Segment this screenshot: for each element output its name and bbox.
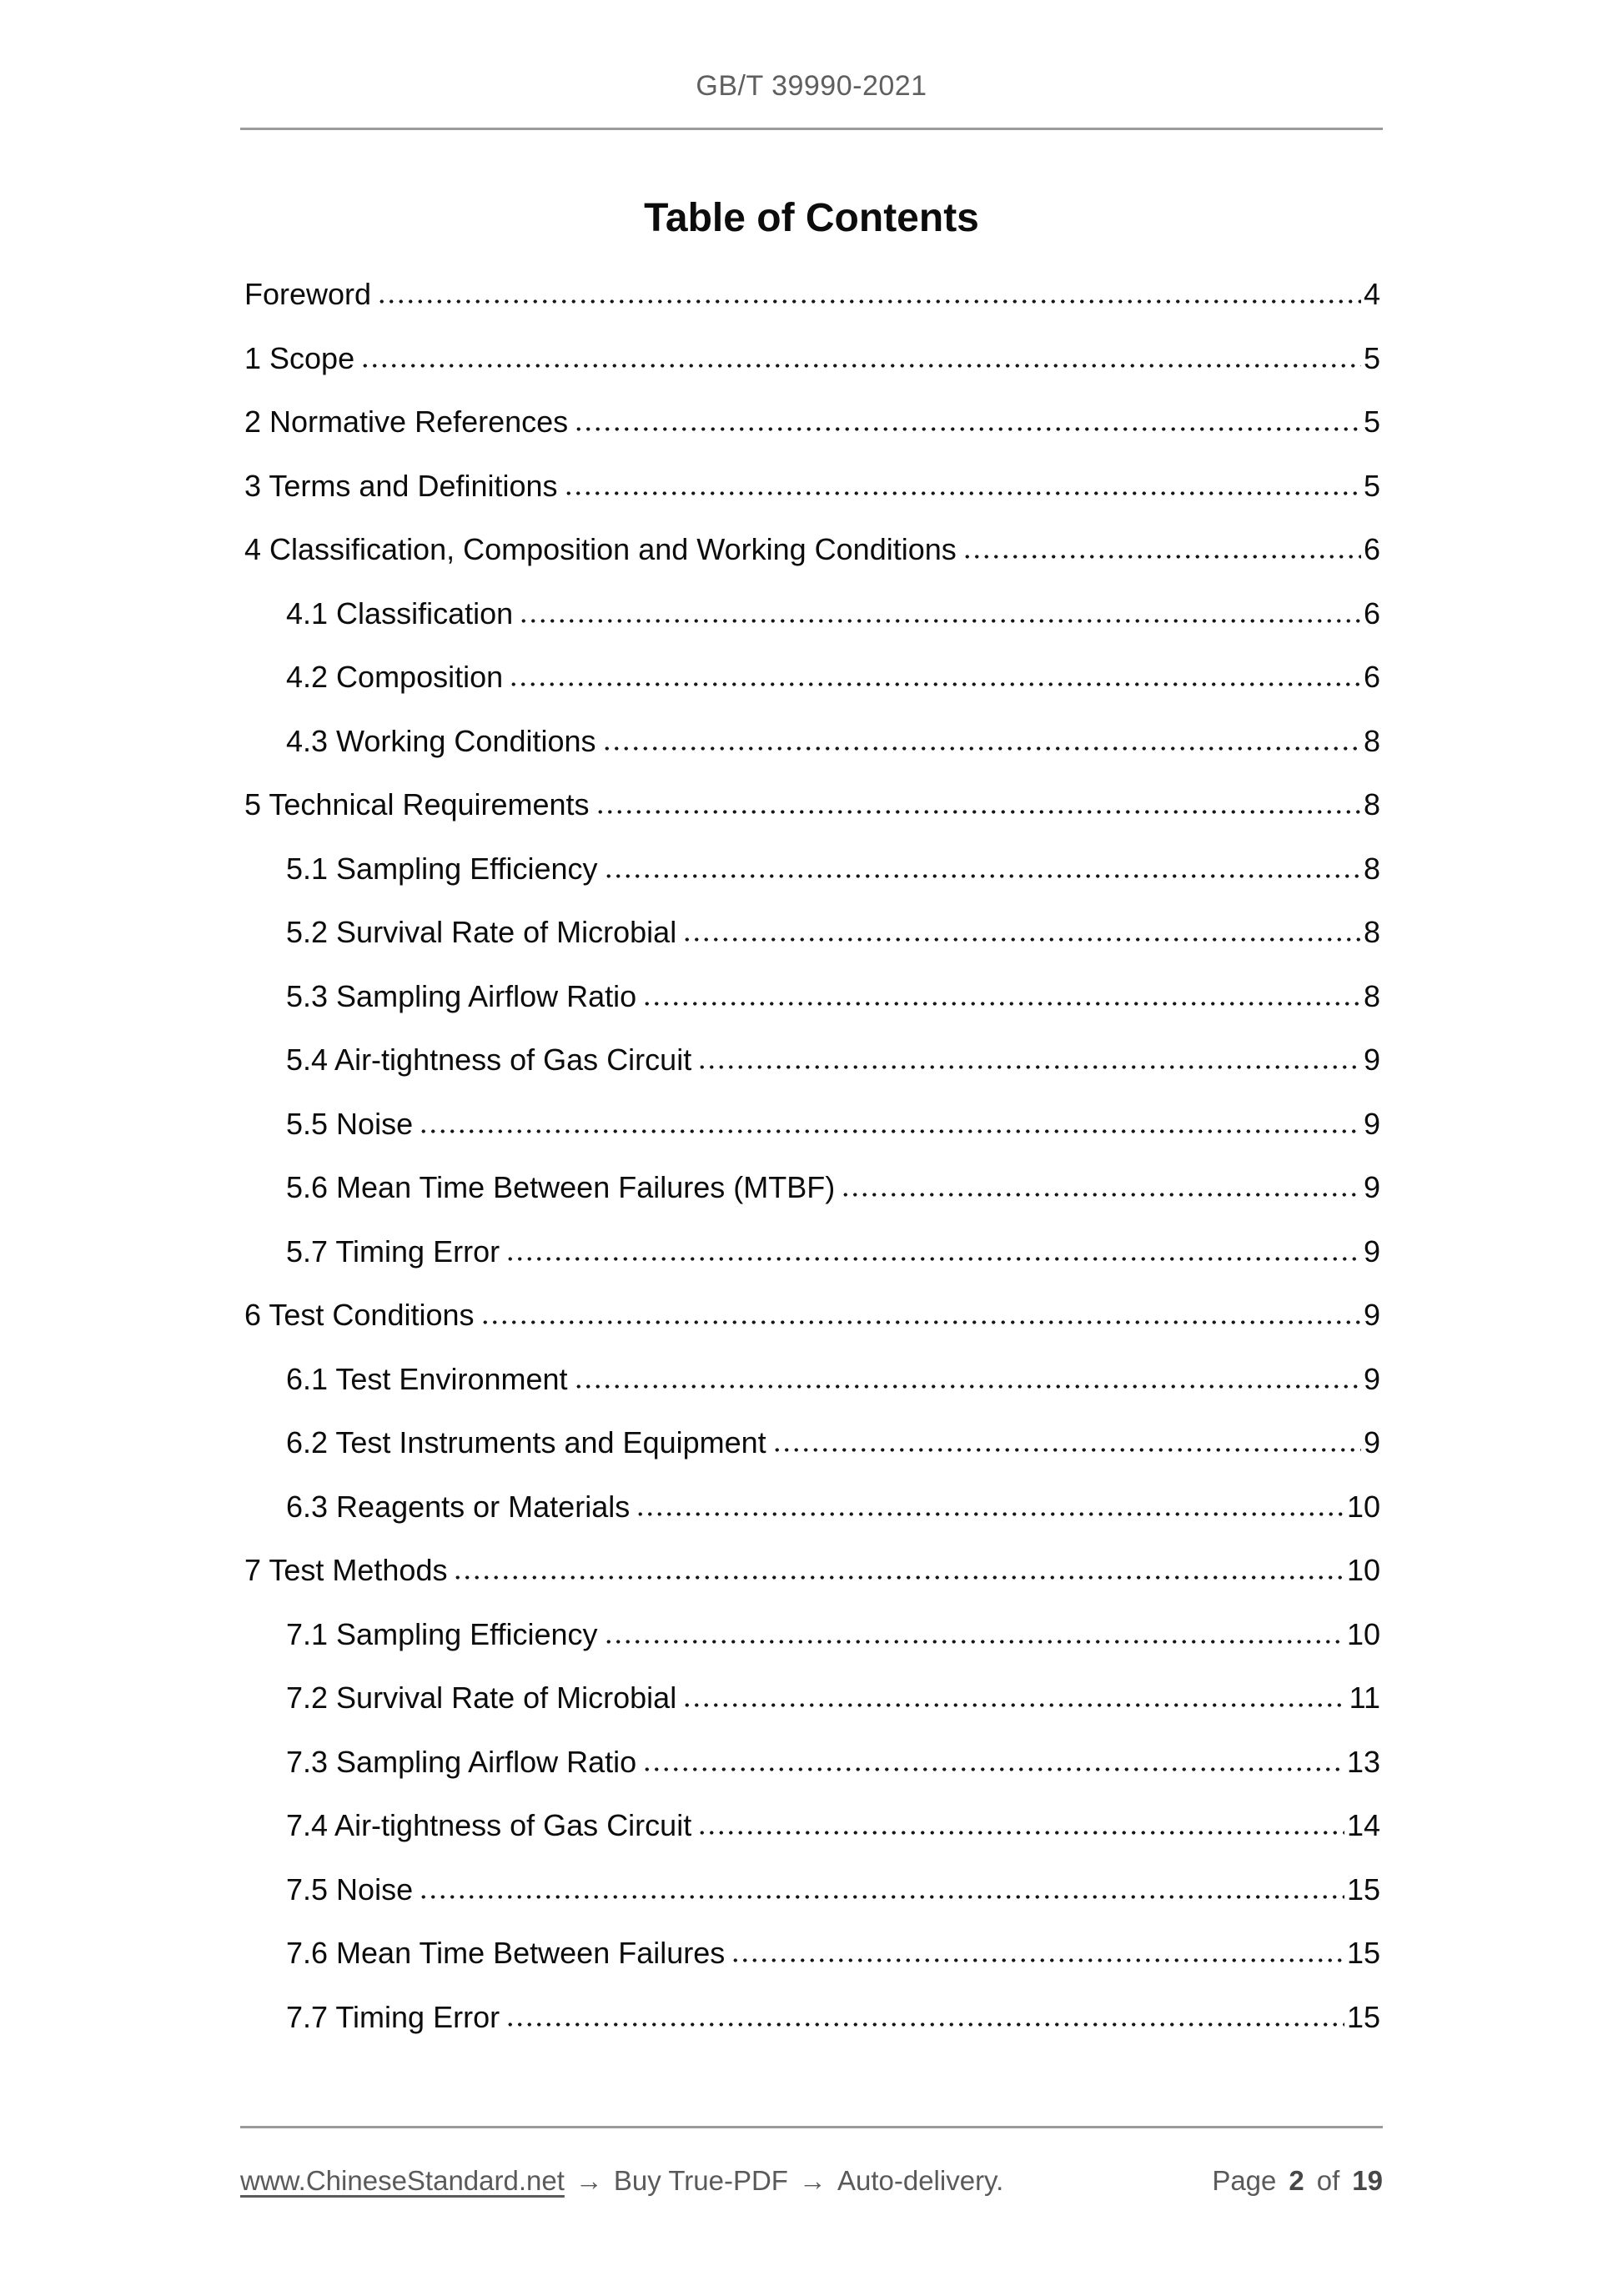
toc-entry <box>244 1731 1380 1795</box>
toc-entry-label: 7.5 Noise <box>286 1871 414 1907</box>
toc-entry-label: 5.1 Sampling Efficiency <box>286 851 598 886</box>
toc-entry <box>244 1922 1380 1986</box>
dot-leader <box>480 1319 1361 1325</box>
toc-entry-label: 5.5 Noise <box>286 1106 414 1141</box>
toc-entry-page: 8 <box>1363 978 1380 1013</box>
page-label: Page <box>1212 2165 1277 2196</box>
toc-entry-page: 11 <box>1349 1681 1380 1715</box>
toc-entry-label: 6.1 Test Environment <box>286 1361 568 1396</box>
arrow-right-icon: → <box>575 2165 603 2196</box>
toc-entry <box>244 518 1380 582</box>
dot-leader <box>419 1894 1344 1900</box>
toc-entry <box>244 1539 1380 1603</box>
toc-entry <box>244 327 1380 391</box>
toc-entry-page: 8 <box>1363 723 1380 758</box>
dot-leader <box>642 1766 1344 1772</box>
toc-entry-page: 5 <box>1363 340 1380 375</box>
toc-entry-label: 7.4 Air-tightness of Gas Circuit <box>286 1808 692 1842</box>
toc-entry-page: 15 <box>1346 1999 1380 2034</box>
toc-entry-label: 7.2 Survival Rate of Microbial <box>286 1681 677 1715</box>
dot-leader <box>509 681 1361 687</box>
toc-entry-label: 4 Classification, Composition and Working Conditions <box>244 532 957 566</box>
page-footer <box>240 2126 1383 2197</box>
toc-entry-label: 5.3 Sampling Airflow Ratio <box>286 978 637 1013</box>
toc-entry-label: 1 Scope <box>244 340 355 375</box>
page-title: Table of Contents <box>644 196 979 240</box>
toc-entry-label: 3 Terms and Definitions <box>244 468 558 503</box>
toc-entry <box>244 455 1380 519</box>
toc-entry-page: 9 <box>1363 1361 1380 1396</box>
toc-entry-label: 7.6 Mean Time Between Failures <box>286 1936 726 1970</box>
toc-entry-page: 9 <box>1363 1298 1380 1332</box>
toc-entry-label: 5.7 Timing Error <box>286 1233 500 1269</box>
toc-entry <box>244 263 1380 327</box>
toc-entry-label: 2 Normative References <box>244 404 569 439</box>
footer-buy-text: Buy True-PDF <box>613 2165 788 2196</box>
toc-entry <box>244 1794 1380 1858</box>
arrow-right-icon: → <box>798 2165 827 2196</box>
toc-entry-page: 13 <box>1346 1744 1380 1779</box>
toc-entry-label: 5.4 Air-tightness of Gas Circuit <box>286 1042 692 1077</box>
dot-leader <box>841 1192 1361 1198</box>
toc-entry-label: 6.3 Reagents or Materials <box>286 1489 631 1524</box>
dot-leader <box>682 937 1361 942</box>
toc-entry-label: 5.2 Survival Rate of Microbial <box>286 915 677 949</box>
toc-entry-page: 10 <box>1346 1489 1380 1524</box>
toc-entry-page: 10 <box>1346 1616 1380 1651</box>
toc-entry-page: 8 <box>1363 915 1380 949</box>
toc-list <box>244 263 1380 2049</box>
dot-leader <box>595 809 1361 815</box>
toc-entry-page: 6 <box>1363 660 1380 694</box>
header-rule <box>240 128 1383 130</box>
toc-entry-label: 6 Test Conditions <box>244 1298 475 1332</box>
dot-leader <box>682 1702 1346 1708</box>
dot-leader <box>604 1639 1344 1645</box>
toc-entry <box>244 1475 1380 1540</box>
toc-entry-label: 7.3 Sampling Airflow Ratio <box>286 1744 637 1779</box>
toc-entry <box>244 1603 1380 1667</box>
dot-leader <box>574 1384 1361 1389</box>
toc-entry-page: 9 <box>1363 1042 1380 1077</box>
dot-leader <box>574 426 1361 432</box>
toc-entry <box>244 1858 1380 1922</box>
footer-delivery-text: Auto-delivery. <box>837 2165 1004 2196</box>
dot-leader <box>604 873 1361 879</box>
dot-leader <box>453 1575 1344 1580</box>
toc-entry <box>244 1093 1380 1157</box>
toc-entry-label: 5.6 Mean Time Between Failures (MTBF) <box>286 1170 836 1204</box>
dot-leader <box>697 1064 1361 1070</box>
dot-leader <box>962 554 1361 560</box>
toc-entry <box>244 773 1380 837</box>
dot-leader <box>519 618 1361 624</box>
toc-entry-page: 15 <box>1346 1936 1380 1970</box>
toc-entry <box>244 1156 1380 1220</box>
toc-entry-label: 6.2 Test Instruments and Equipment <box>286 1425 766 1459</box>
toc-entry-page: 8 <box>1363 851 1380 886</box>
toc-entry <box>244 582 1380 646</box>
footer-left <box>240 2165 1003 2197</box>
toc-entry-page: 5 <box>1363 404 1380 439</box>
toc-entry-page: 9 <box>1363 1170 1380 1204</box>
toc-entry <box>244 1666 1380 1731</box>
page-of-label: of <box>1316 2165 1340 2196</box>
toc-entry-page: 4 <box>1363 277 1380 311</box>
toc-entry-label: 7.1 Sampling Efficiency <box>286 1616 598 1651</box>
dot-leader <box>360 363 1361 369</box>
dot-leader <box>636 1511 1344 1517</box>
toc-entry-label: 4.1 Classification <box>286 595 514 631</box>
toc-entry-page: 14 <box>1346 1808 1380 1842</box>
toc-entry-page: 6 <box>1363 595 1380 631</box>
toc-entry <box>244 390 1380 455</box>
toc-entry <box>244 1028 1380 1093</box>
toc-entry-label: 4.2 Composition <box>286 660 504 694</box>
page-indicator <box>1212 2165 1383 2197</box>
toc-entry-page: 10 <box>1346 1553 1380 1587</box>
toc-entry <box>244 837 1380 902</box>
toc-entry <box>244 1411 1380 1475</box>
page-total: 19 <box>1352 2165 1383 2196</box>
dot-leader <box>419 1128 1361 1134</box>
page-current: 2 <box>1289 2165 1304 2196</box>
footer-site-link[interactable]: www.ChineseStandard.net <box>240 2165 565 2196</box>
toc-entry <box>244 965 1380 1029</box>
document-number: GB/T 39990-2021 <box>696 70 927 102</box>
toc-entry-page: 9 <box>1363 1106 1380 1141</box>
dot-leader <box>602 746 1361 751</box>
toc-entry-page: 9 <box>1363 1425 1380 1459</box>
dot-leader <box>772 1447 1361 1453</box>
dot-leader <box>377 299 1361 304</box>
toc-entry-label: 7.7 Timing Error <box>286 1999 500 2034</box>
toc-entry-page: 8 <box>1363 787 1380 821</box>
toc-entry-label: Foreword <box>244 277 372 311</box>
dot-leader <box>505 2022 1344 2027</box>
toc-entry-label: 4.3 Working Conditions <box>286 723 596 758</box>
toc-entry <box>244 1220 1380 1284</box>
toc-entry <box>244 1284 1380 1348</box>
toc-entry-label: 7 Test Methods <box>244 1553 448 1587</box>
toc-entry <box>244 1348 1380 1412</box>
toc-entry <box>244 1986 1380 2050</box>
toc-entry-page: 5 <box>1363 468 1380 503</box>
toc-entry-page: 15 <box>1346 1871 1380 1907</box>
toc-entry-page: 6 <box>1363 532 1380 566</box>
dot-leader <box>697 1830 1344 1836</box>
toc-entry <box>244 646 1380 710</box>
dot-leader <box>505 1256 1361 1262</box>
dot-leader <box>731 1957 1344 1963</box>
toc-entry <box>244 710 1380 774</box>
toc-entry-label: 5 Technical Requirements <box>244 787 590 821</box>
dot-leader <box>642 1001 1361 1007</box>
toc-entry <box>244 901 1380 965</box>
toc-entry-page: 9 <box>1363 1233 1380 1269</box>
dot-leader <box>564 490 1361 496</box>
